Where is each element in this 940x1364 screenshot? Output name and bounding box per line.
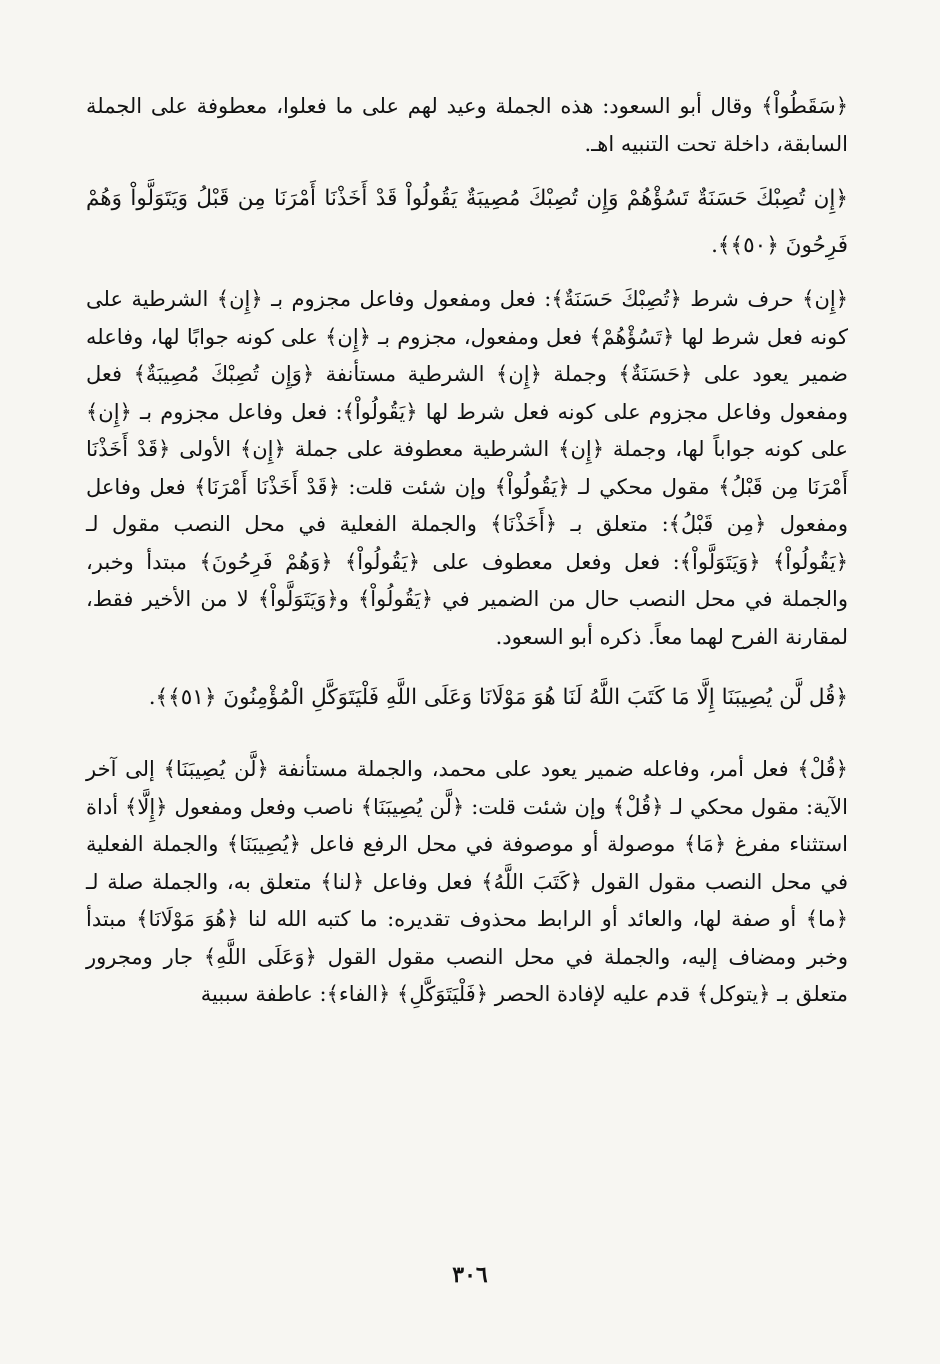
paragraph-analysis-50: ﴿إِن﴾ حرف شرط ﴿تُصِبْكَ حَسَنَةٌ﴾: فعل ومفعول وفاعل مجزوم بـ ﴿إِن﴾ الشرطية على كونه فعل شرط لها ﴿تَسُؤْهُمْ﴾ فعل ومفعول، مجزوم بـ ﴿إِن﴾ على كونه جوابًا لها، وفاعله ضمير يعود على ﴿حَسَنَةٌ﴾ وجملة ﴿إِن﴾ الشرطية مستأنفة ﴿وَإِن تُصِبْكَ مُصِيبَةٌ﴾ فعل ومفعول وفاعل مجزوم على كونه فعل شرط لها ﴿يَقُولُواْ﴾: فعل وفاعل مجزوم بـ ﴿إِن﴾ على كونه جواباً لها، وجملة ﴿إِن﴾ الشرطية معطوفة على جملة ﴿إِن﴾ الأولى ﴿قَدْ أَخَذْنَا أَمْرَنَا مِن قَبْلُ﴾ مقول محكي لـ ﴿يَقُولُواْ﴾ وإن شئت قلت: ﴿قَدْ أَخَذْنَا أَمْرَنَا﴾ فعل وفاعل ومفعول ﴿مِن قَبْلُ﴾: متعلق بـ ﴿أَخَذْنَا﴾ والجملة الفعلية في محل النصب مقول لـ ﴿يَقُولُواْ﴾ ﴿وَيَتَوَلَّواْ﴾: فعل وفعل معطوف على ﴿يَقُولُواْ﴾ ﴿وَهُمْ فَرِحُونَ﴾ مبتدأ وخبر، والجملة في محل النصب حال من الضمير في ﴿يَقُولُواْ﴾ و﴿وَيَتَوَلَّواْ﴾ لا من الأخير فقط، لمقارنة الفرح لهما معاً. ذكره أبو السعود. bbox=[86, 287, 848, 649]
spacer bbox=[86, 269, 848, 281]
paragraph-analysis-51: ﴿قُلْ﴾ فعل أمر، وفاعله ضمير يعود على محمد، والجملة مستأنفة ﴿لَّن يُصِيبَنَا﴾ إلى آخر الآية: مقول محكي لـ ﴿قُلْ﴾ وإن شئت قلت: ﴿لَّن يُصِيبَنَا﴾ ناصب وفعل ومفعول ﴿إِلَّا﴾ أداة استثناء مفرغ ﴿مَا﴾ موصولة أو موصوفة في محل الرفع فاعل ﴿يُصِيبَنَا﴾ والجملة الفعلية في محل النصب مقول القول ﴿كَتَبَ اللَّهُ﴾ فعل وفاعل ﴿لنا﴾ متعلق به، والجملة صلة لـ ﴿ما﴾ أو صفة لها، والعائد أو الرابط محذوف تقديره: ما كتبه الله لنا ﴿هُوَ مَوْلَانَا﴾ مبتدأ وخبر ومضاف إليه، والجملة في محل النصب مقول القول ﴿وَعَلَى اللَّهِ﴾ جار ومجرور متعلق بـ ﴿يتوكل﴾ قدم عليه لإفادة الحصر ﴿فَلْيَتَوَكَّلِ﴾ ﴿الفاء﴾: عاطفة سببية bbox=[86, 757, 848, 1006]
spacer bbox=[86, 721, 848, 751]
paragraph-intro: ﴿سَقَطُواْ﴾ وقال أبو السعود: هذه الجملة وعيد لهم على ما فعلوا، معطوفة على الجملة السابقة، داخلة تحت التنبيه اهـ. bbox=[86, 94, 849, 156]
verse-50: ﴿إِن تُصِبْكَ حَسَنَةٌ تَسُؤْهُمْ وَإِن تُصِبْكَ مُصِيبَةٌ يَقُولُواْ قَدْ أَخَذْنَا أَمْرَنَا مِن قَبْلُ وَيَتَوَلَّواْ وَهُمْ فَرِحُونَ ﴿٥٠﴾﴾. bbox=[86, 186, 849, 258]
spacer bbox=[86, 163, 848, 175]
page-number: ٣٠٦ bbox=[452, 1262, 488, 1288]
verse-51: ﴿قُل لَّن يُصِيبَنَا إِلَّا مَا كَتَبَ اللَّهُ لَنَا هُوَ مَوْلَانَا وَعَلَى اللَّهِ فَلْيَتَوَكَّلِ الْمُؤْمِنُونَ ﴿٥١﴾﴾. bbox=[148, 685, 848, 710]
spacer bbox=[86, 656, 848, 674]
